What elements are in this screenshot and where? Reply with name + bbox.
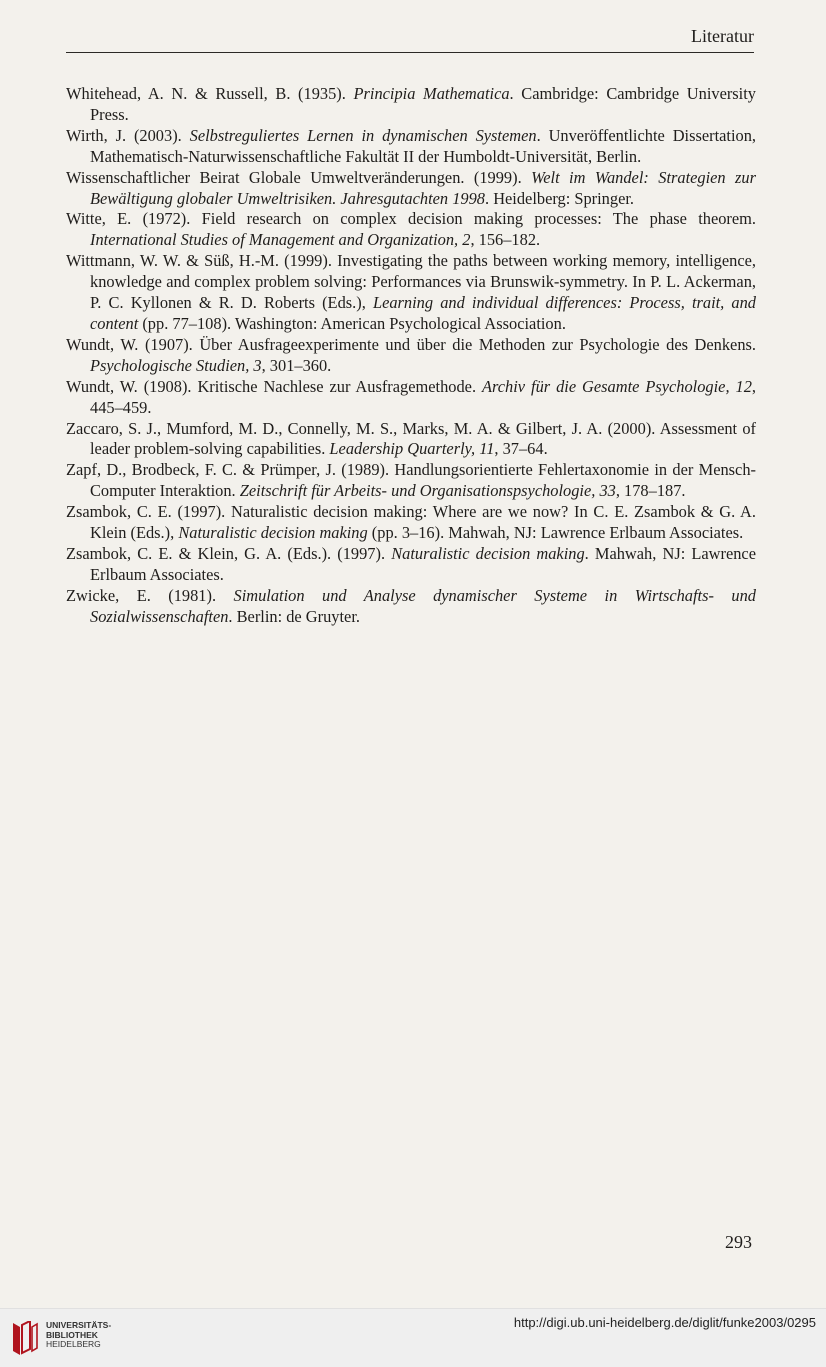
reference-list: [66, 84, 756, 628]
reference-entry: [66, 168, 756, 210]
library-logo[interactable]: [10, 1321, 111, 1355]
reference-entry: [66, 502, 756, 544]
reference-entry: [66, 251, 756, 335]
reference-title: Naturalistic decision making: [178, 523, 368, 543]
reference-title: Simulation und Analyse dynamischer Systeme in Wirtschafts- und Sozialwissenschaften: [90, 585, 756, 626]
reference-text: , 156–182.: [470, 230, 541, 250]
reference-title: International Studies of Management and Organization, 2: [90, 230, 471, 250]
reference-title: Zeitschrift für Arbeits- und Organisationspsychologie, 33: [239, 481, 616, 501]
reference-title: Welt im Wandel: Strategien zur Bewältigung globaler Umweltrisiken. Jahresgutachten 1998: [90, 167, 756, 208]
reference-entry: [66, 586, 756, 628]
reference-entry: [66, 209, 756, 251]
reference-entry: [66, 544, 756, 586]
reference-title: Psychologische Studien, 3: [90, 355, 262, 375]
running-head: Literatur: [691, 26, 754, 46]
reference-text: , 37–64.: [494, 439, 548, 459]
reference-text: Zwicke, E. (1981).: [66, 585, 234, 605]
reference-text: Wittmann, W. W. & Süß, H.-M. (1999). Investigating the paths between working memory, intelligence, knowledge and complex problem solving: Performances via Brunswik-symmetry. In P. L. Ackerman, P. C. Kyllonen & R. D. Roberts (Eds.),: [66, 251, 756, 313]
reference-title: Selbstreguliertes Lernen in dynamischen Systemen: [189, 125, 537, 145]
reference-text: Zapf, D., Brodbeck, F. C. & Prümper, J. (1989). Handlungsorientierte Fehlertaxonomie in der Mensch-Computer Interaktion.: [66, 460, 756, 501]
library-logo-text: [46, 1321, 111, 1350]
logo-line-3: HEIDELBERG: [46, 1339, 101, 1349]
source-url-link[interactable]: http://digi.ub.uni-heidelberg.de/diglit/funke2003/0295: [513, 1315, 816, 1330]
reference-text: , 301–360.: [261, 355, 332, 375]
reference-entry: [66, 126, 756, 168]
reference-text: Zsambok, C. E. (1997). Naturalistic decision making: Where are we now? In C. E. Zsambok & G. A. Klein (Eds.),: [66, 502, 756, 543]
reference-text: Wirth, J. (2003).: [66, 125, 190, 145]
reference-entry: [66, 460, 756, 502]
reference-title: Naturalistic decision making: [391, 543, 585, 563]
reference-title: Learning and individual differences: Process, trait, and content: [90, 293, 757, 333]
reference-text: , 445–459.: [90, 376, 756, 417]
reference-text: Wundt, W. (1907). Über Ausfrageexperimente und über die Methoden zur Psychologie des Denkens.: [66, 334, 756, 354]
logo-line-1: UNIVERSITÄTS-: [46, 1320, 112, 1330]
header-rule: [66, 52, 754, 53]
reference-entry: [66, 335, 756, 377]
reference-text: Witte, E. (1972). Field research on complex decision making processes: The phase theorem.: [66, 209, 756, 229]
reference-text: (pp. 77–108). Washington: American Psychological Association.: [138, 313, 566, 333]
reference-text: . Berlin: de Gruyter.: [228, 606, 360, 626]
logo-line-2: BIBLIOTHEK: [46, 1329, 98, 1340]
reference-text: . Cambridge: Cambridge University Press.: [90, 84, 756, 124]
reference-text: Wundt, W. (1908). Kritische Nachlese zur Ausfragemethode.: [66, 376, 482, 396]
reference-title: Principia Mathematica: [353, 84, 510, 103]
reference-text: Wissenschaftlicher Beirat Globale Umweltveränderungen. (1999).: [66, 167, 532, 187]
reference-title: Leadership Quarterly, 11: [329, 439, 495, 459]
reference-text: , 178–187.: [615, 481, 686, 501]
page-number: 293: [725, 1232, 752, 1252]
reference-text: Zsambok, C. E. & Klein, G. A. (Eds.). (1997).: [66, 543, 392, 563]
reference-text: . Mahwah, NJ: Lawrence Erlbaum Associates.: [90, 543, 756, 584]
reference-text: Whitehead, A. N. & Russell, B. (1935).: [66, 84, 354, 103]
library-logo-icon: [10, 1321, 40, 1355]
footer-bar: [0, 1308, 826, 1367]
reference-text: Zaccaro, S. J., Mumford, M. D., Connelly, M. S., Marks, M. A. & Gilbert, J. A. (2000). Assessment of leader problem-solving capabilities.: [66, 418, 756, 459]
reference-title: Archiv für die Gesamte Psychologie, 12: [482, 376, 752, 396]
reference-text: . Heidelberg: Springer.: [485, 188, 635, 208]
reference-text: (pp. 3–16). Mahwah, NJ: Lawrence Erlbaum Associates.: [367, 523, 744, 543]
reference-entry: [66, 377, 756, 419]
reference-entry: [66, 84, 756, 126]
reference-text: . Unveröffentlichte Dissertation, Mathematisch-Naturwissenschaftliche Fakultät II der Humboldt-Universität, Berlin.: [90, 125, 756, 166]
reference-entry: [66, 419, 756, 461]
